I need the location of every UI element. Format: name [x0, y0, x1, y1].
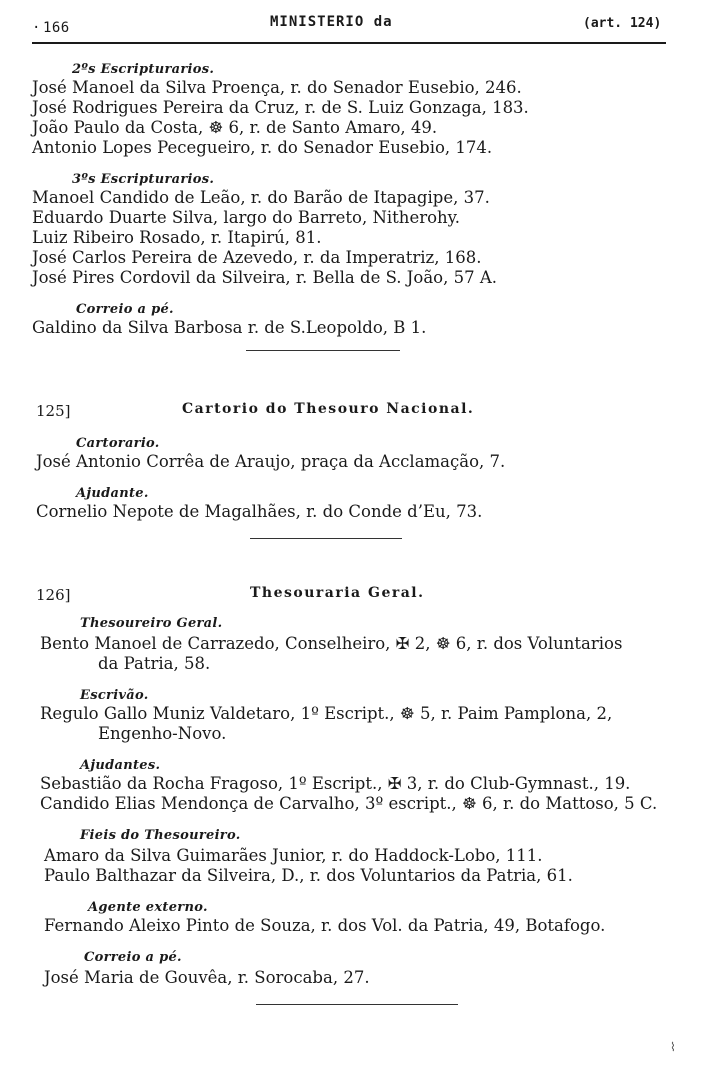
role-heading: Correio a pé. [76, 302, 174, 317]
role-heading: Escrivão. [80, 688, 149, 703]
section-number: 125] [36, 402, 71, 420]
entry-line: Manoel Candido de Leão, r. do Barão de Itapagipe, 37. [32, 188, 490, 207]
entry-line: Amaro da Silva Guimarães Junior, r. do Haddock-Lobo, 111. [44, 846, 543, 865]
entry-line: Cornelio Nepote de Magalhães, r. do Conde d’Eu, 73. [36, 502, 483, 521]
entry-line: José Antonio Corrêa de Araujo, praça da Acclamação, 7. [36, 452, 506, 471]
section-divider [256, 1004, 458, 1005]
entry-line: José Carlos Pereira de Azevedo, r. da Imperatriz, 168. [32, 248, 482, 267]
role-heading: Cartorario. [76, 436, 160, 451]
entry-line: Sebastião da Rocha Fragoso, 1º Escript., ✠ 3, r. do Club-Gymnast., 19. [40, 774, 631, 793]
role-heading: Correio a pé. [84, 950, 182, 965]
entry-line: Fernando Aleixo Pinto de Souza, r. dos Vol. da Patria, 49, Botafogo. [44, 916, 606, 935]
article-reference: (art. 124) [583, 16, 662, 31]
margin-mark: ⌇ [670, 1040, 676, 1054]
page-number: · 166 [32, 20, 70, 36]
entry-line: José Maria de Gouvêa, r. Sorocaba, 27. [44, 968, 370, 987]
entry-line: Bento Manoel de Carrazedo, Conselheiro, ✠ 2, ☸ 6, r. dos Voluntarios [40, 634, 623, 653]
role-heading: Agente externo. [88, 900, 208, 915]
role-heading: 2ºs Escripturarios. [72, 62, 215, 77]
section-title: Cartorio do Thesouro Nacional. [182, 401, 475, 417]
entry-line: Engenho-Novo. [98, 724, 227, 743]
role-heading: 3ºs Escripturarios. [72, 172, 215, 187]
entry-line: Paulo Balthazar da Silveira, D., r. dos Voluntarios da Patria, 61. [44, 866, 573, 885]
page-header [0, 14, 725, 42]
entry-line: Luiz Ribeiro Rosado, r. Itapirú, 81. [32, 228, 322, 247]
entry-line: José Pires Cordovil da Silveira, r. Bella de S. João, 57 A. [32, 268, 497, 287]
section-number: 126] [36, 586, 71, 604]
running-title: MINISTERIO da [270, 14, 393, 30]
entry-line: Antonio Lopes Pecegueiro, r. do Senador Eusebio, 174. [32, 138, 493, 157]
role-heading: Ajudante. [76, 486, 149, 501]
entry-line: João Paulo da Costa, ☸ 6, r. de Santo Amaro, 49. [32, 118, 438, 137]
entry-line: Eduardo Duarte Silva, largo do Barreto, Nitherohy. [32, 208, 461, 227]
role-heading: Ajudantes. [80, 758, 161, 773]
entry-line: Galdino da Silva Barbosa r. de S.Leopoldo, B 1. [32, 318, 427, 337]
role-heading: Thesoureiro Geral. [80, 616, 223, 631]
role-heading: Fieis do Thesoureiro. [80, 828, 241, 843]
entry-line: José Rodrigues Pereira da Cruz, r. de S. Luiz Gonzaga, 183. [32, 98, 529, 117]
section-divider [250, 538, 402, 539]
section-title: Thesouraria Geral. [250, 585, 425, 601]
section-divider [246, 350, 400, 351]
entry-line: da Patria, 58. [98, 654, 211, 673]
entry-line: Regulo Gallo Muniz Valdetaro, 1º Escript., ☸ 5, r. Paim Pamplona, 2, [40, 704, 613, 723]
entry-line: Candido Elias Mendonça de Carvalho, 3º escript., ☸ 6, r. do Mattoso, 5 C. [40, 794, 658, 813]
header-rule [32, 42, 666, 44]
entry-line: José Manoel da Silva Proença, r. do Senador Eusebio, 246. [32, 78, 522, 97]
